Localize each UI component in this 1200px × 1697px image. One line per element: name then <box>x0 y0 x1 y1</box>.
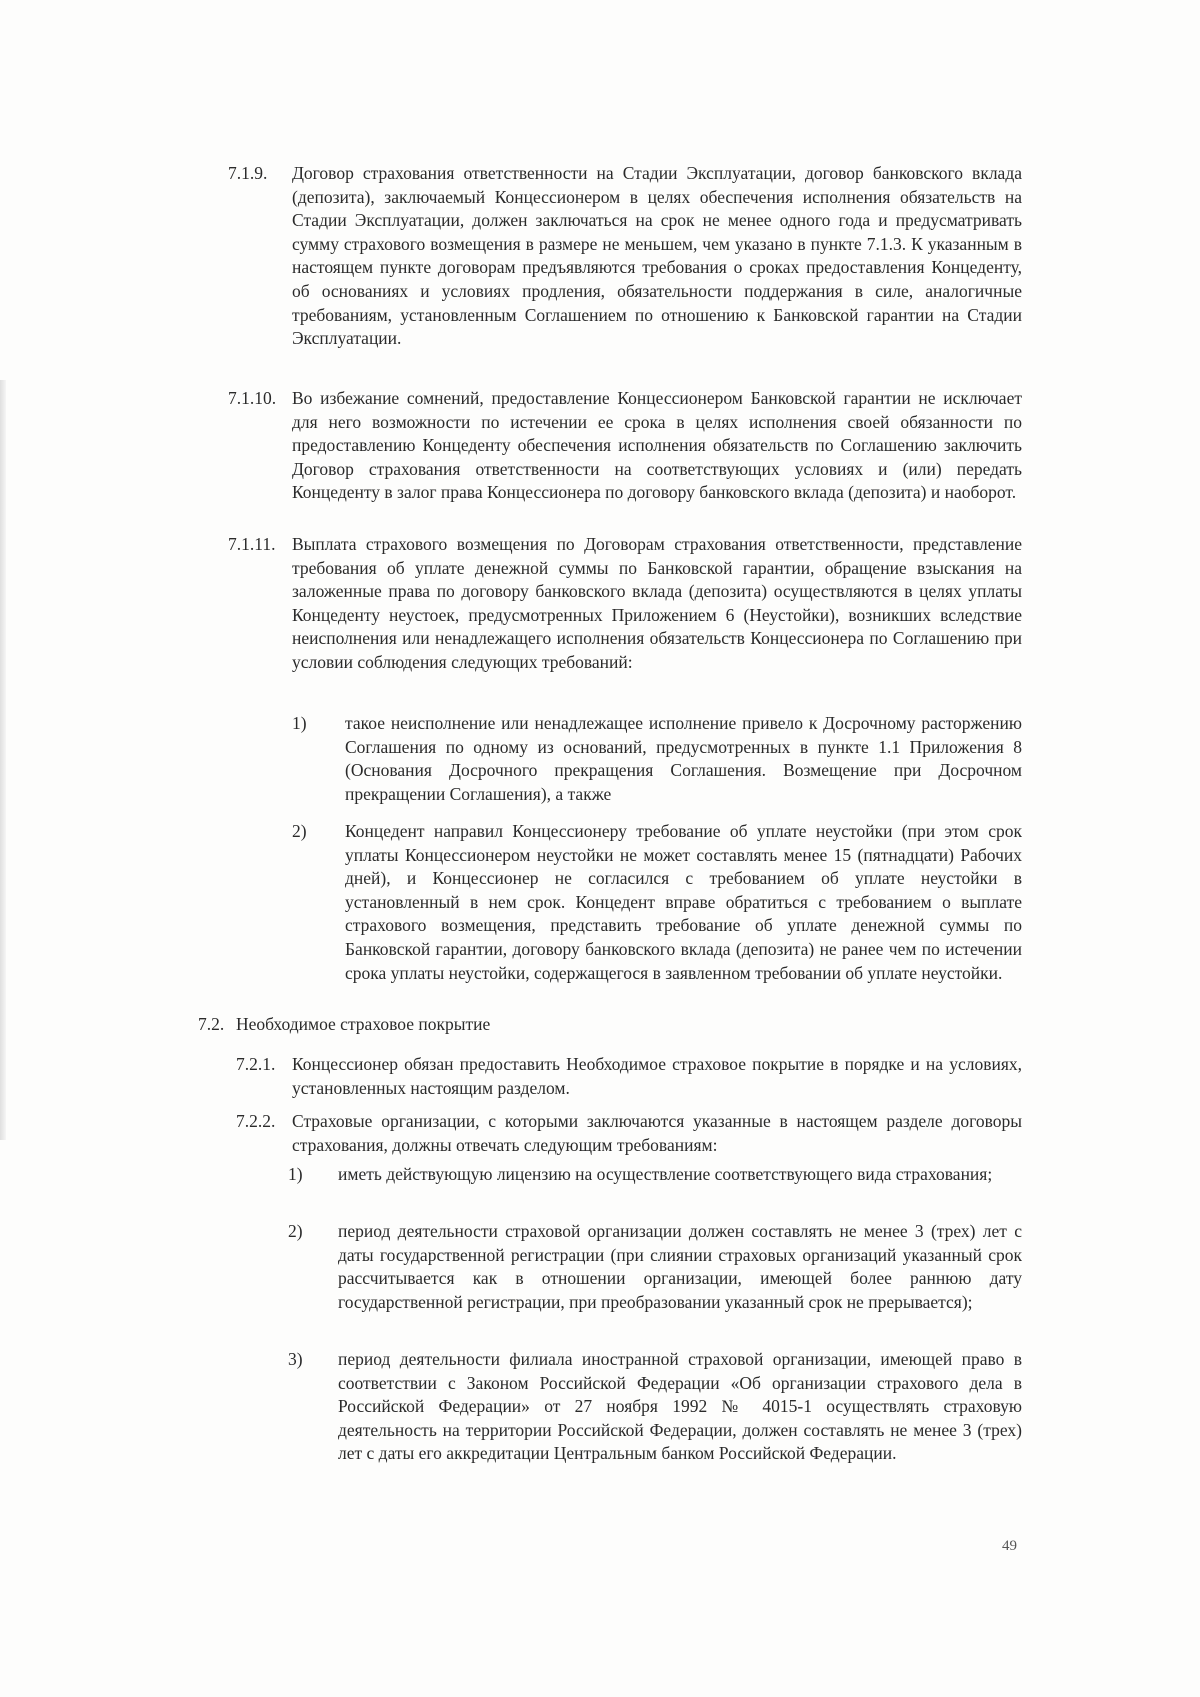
list-item-number: 1) <box>288 1164 303 1184</box>
section-number: 7.2. <box>198 1014 225 1034</box>
list-item-text: иметь действующую лицензию на осуществление соответствующего вида страхования; <box>338 1164 993 1184</box>
list-item-text: период деятельности страховой организации должен составлять не менее 3 (трех) лет с даты государственной регистрации (при слиянии страховых организаций указанный срок рассчитывается как в отношении организации, имеющей более раннюю дату государственной регистрации, при преобразовании указанный срок не прерывается); <box>338 1221 1022 1312</box>
list-item-number: 2) <box>288 1221 303 1241</box>
clause-text: Страховые организации, с которыми заключаются указанные в настоящем разделе договоры страхования, должны отвечать следующим требованиям: <box>292 1111 1022 1155</box>
list-item-text: Концедент направил Концессионеру требование об уплате неустойки (при этом срок уплаты Концессионером неустойки не может составлять менее 15 (пятнадцати) Рабочих дней), и Концессионер не согласился с требованием об уплате неустойки в установленный в нем срок. Концедент вправе обратиться с требованием о выплате страхового возмещения, представить требование об уплате денежной суммы по Банковской гарантии, договору банковского вклада (депозита) не ранее чем по истечении срока уплаты неустойки, содержащегося в заявленном требовании об уплате неустойки. <box>345 821 1022 983</box>
list-item-number: 1) <box>292 713 307 733</box>
clause-text: Концессионер обязан предоставить Необходимое страховое покрытие в порядке и на условиях, установленных настоящим разделом. <box>292 1054 1022 1098</box>
clause-text: Во избежание сомнений, предоставление Концессионером Банковской гарантии не исключает для него возможности по истечении ее срока в целях исполнения своей обязанности по предоставлению Концеденту обеспечения исполнения обязательств по Соглашению заключить Договор страхования ответственности на соответствующих условиях и (или) передать Концеденту в залог права Концессионера по договору банковского вклада (депозита) и наоборот. <box>292 388 1022 503</box>
clause-text: Договор страхования ответственности на Стадии Эксплуатации, договор банковского вклада (депозита), заключаемый Концессионером в целях обеспечения исполнения обязательств на Стадии Эксплуатации, должен заключаться на срок не менее одного года и предусматривать сумму страхового возмещения в размере не меньшем, чем указано в пункте 7.1.3. К указанным в настоящем пункте договорам предъявляются требования о сроках предоставления Концеденту, об основаниях и условиях продления, обязательности поддержания в силе, аналогичные требованиям, установленным Соглашением по отношению к Банковской гарантии на Стадии Эксплуатации. <box>292 163 1022 349</box>
list-item-number: 2) <box>292 821 307 841</box>
clause-number: 7.1.11. <box>228 534 276 554</box>
page-number: 49 <box>1002 1538 1017 1554</box>
clause-number: 7.2.2. <box>236 1111 276 1131</box>
scan-shadow <box>0 380 6 1140</box>
clause-number: 7.2.1. <box>236 1054 276 1074</box>
section-title: Необходимое страховое покрытие <box>236 1014 491 1034</box>
list-item-text: такое неисполнение или ненадлежащее исполнение привело к Досрочному расторжению Соглашения по одному из оснований, предусмотренных в пункте 1.1 Приложения 8 (Основания Досрочного прекращения Соглашения. Возмещение при Досрочном прекращении Соглашения), а также <box>345 713 1022 804</box>
clause-number: 7.1.10. <box>228 388 277 408</box>
clause-text: Выплата страхового возмещения по Договорам страхования ответственности, представление требования об уплате денежной суммы по Банковской гарантии, обращение взыскания на заложенные права по договору банковского вклада (депозита) осуществляются в целях уплаты Концеденту неустоек, предусмотренных Приложением 6 (Неустойки), возникших вследствие неисполнения или ненадлежащего исполнения обязательств Концессионера по Соглашению при условии соблюдения следующих требований: <box>292 534 1022 672</box>
list-item-text: период деятельности филиала иностранной страховой организации, имеющей право в соответствии с Законом Российской Федерации «Об организации страхового дела в Российской Федерации» от 27 ноября 1992 № 4015-1 осуществлять страховую деятельность на территории Российской Федерации, должен составлять не менее 3 (трех) лет с даты его аккредитации Центральным банком Российской Федерации. <box>338 1349 1022 1464</box>
list-item-number: 3) <box>288 1349 303 1369</box>
clause-number: 7.1.9. <box>228 163 268 183</box>
